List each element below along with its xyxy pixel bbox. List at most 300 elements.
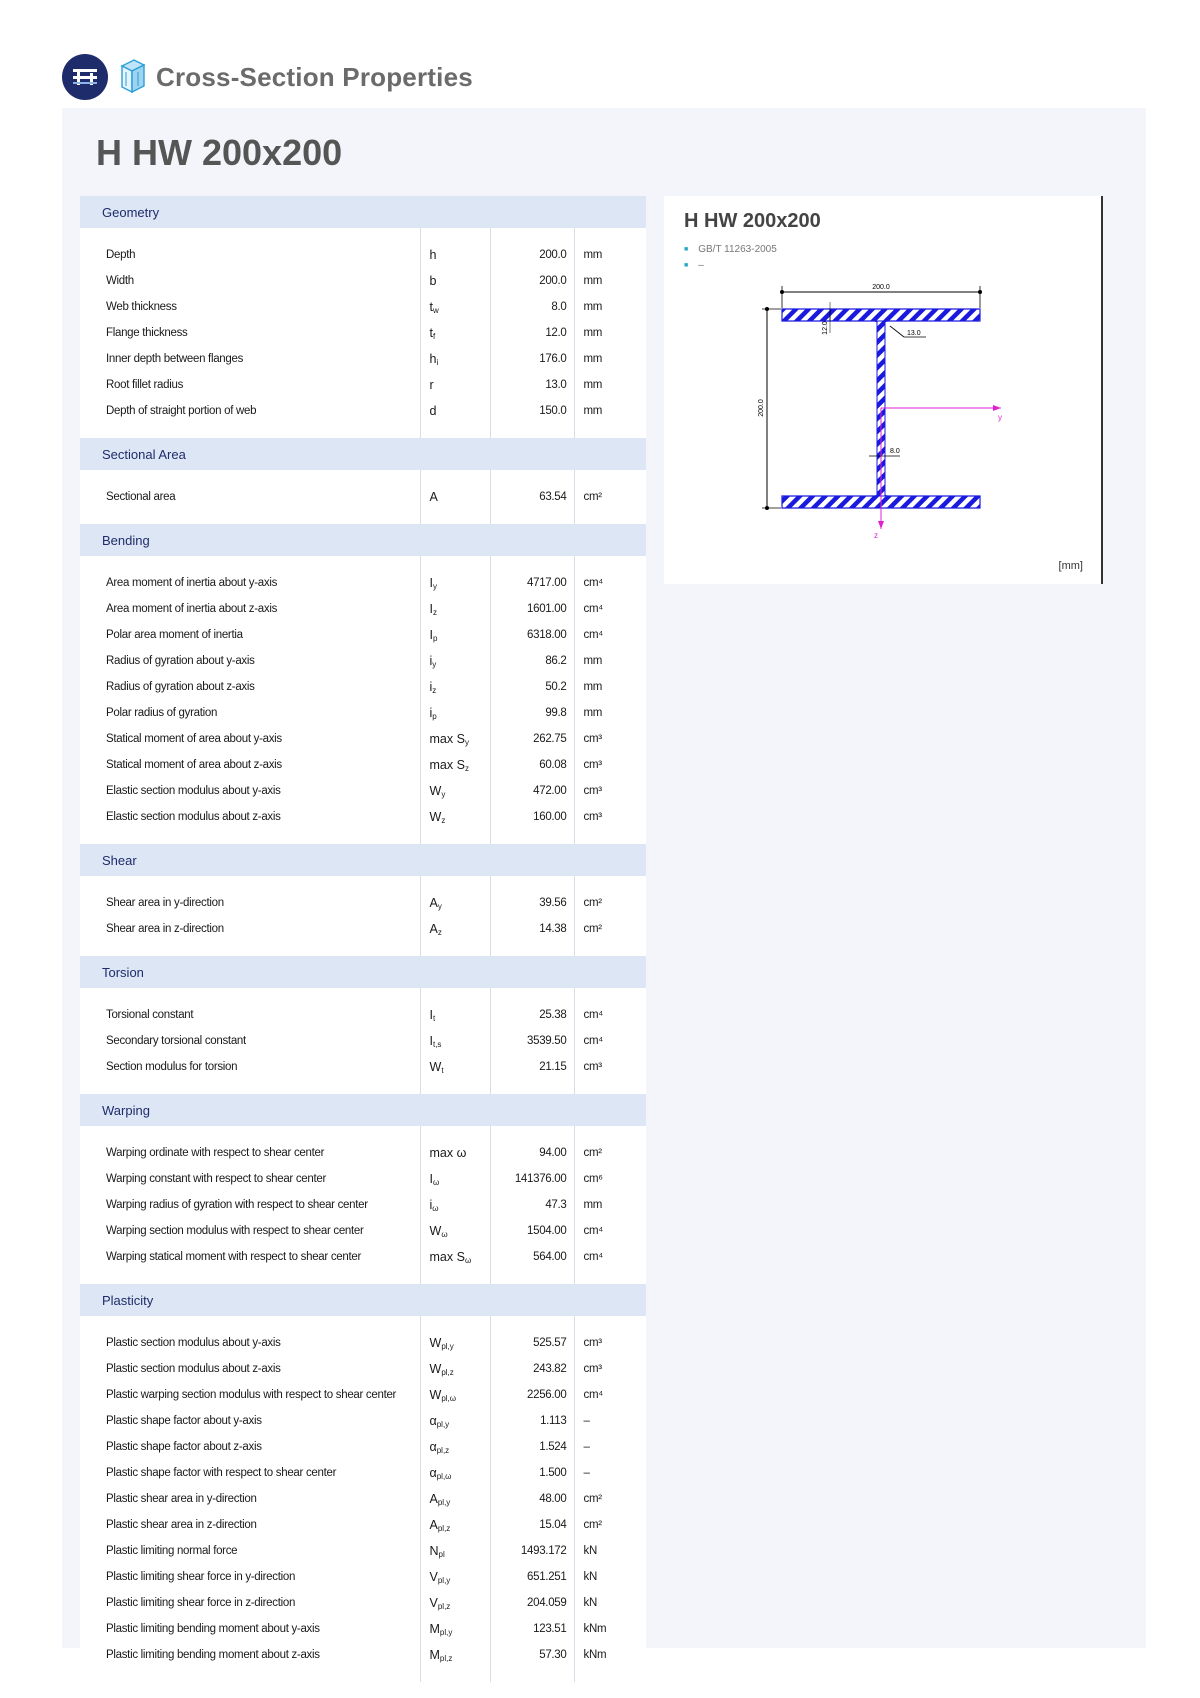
symbol-subscript: pl,y — [437, 1497, 451, 1507]
property-unit: cm⁴ — [574, 596, 646, 622]
property-description: Plastic limiting shear force in y-direction — [106, 1571, 296, 1583]
table-row — [80, 346, 646, 372]
section-title: H HW 200x200 — [96, 132, 343, 173]
y-axis-label: y — [998, 413, 1002, 422]
symbol-subscript: z — [432, 607, 437, 617]
table-row — [80, 1590, 646, 1616]
app-title: Cross-Section Properties — [156, 61, 473, 92]
property-description: Web thickness — [106, 301, 177, 313]
symbol-main: α — [429, 1439, 437, 1454]
symbol-main: max S — [429, 1249, 465, 1264]
property-symbol — [420, 372, 490, 398]
symbol-main: I — [429, 627, 433, 642]
property-description: Radius of gyration about z-axis — [106, 681, 255, 693]
property-description: Plastic limiting bending moment about z-axis — [106, 1649, 320, 1661]
property-symbol — [420, 700, 490, 726]
property-value: 50.2 — [490, 674, 574, 700]
group-header — [80, 1094, 646, 1126]
property-description: Warping section modulus with respect to shear center — [106, 1225, 364, 1237]
property-unit: – — [574, 1460, 646, 1486]
property-unit: cm⁴ — [574, 1002, 646, 1028]
symbol-subscript: pl,ω — [436, 1471, 452, 1481]
property-description: Plastic shear area in z-direction — [106, 1519, 257, 1531]
symbol-subscript: y — [432, 581, 437, 591]
property-symbol — [420, 916, 490, 942]
property-unit: cm⁴ — [574, 1028, 646, 1054]
table-row — [80, 1408, 646, 1434]
properties-table — [80, 196, 646, 1682]
table-row — [80, 1512, 646, 1538]
property-value: 2256.00 — [490, 1382, 574, 1408]
property-unit: cm² — [574, 916, 646, 942]
property-description: Flange thickness — [106, 327, 188, 339]
property-symbol — [420, 1408, 490, 1434]
property-unit: – — [574, 1408, 646, 1434]
symbol-subscript: ω — [464, 1255, 472, 1265]
property-description: Radius of gyration about y-axis — [106, 655, 255, 667]
property-description: Warping ordinate with respect to shear center — [106, 1147, 325, 1159]
symbol-subscript: z — [464, 763, 469, 773]
symbol-subscript: y — [441, 789, 446, 799]
property-value: 200.0 — [490, 242, 574, 268]
symbol-subscript: pl,z — [441, 1367, 454, 1377]
property-value: 243.82 — [490, 1356, 574, 1382]
symbol-main: A — [429, 1517, 438, 1532]
symbol-main: V — [429, 1569, 438, 1584]
group-header — [80, 438, 646, 470]
table-row — [80, 242, 646, 268]
table-row — [80, 622, 646, 648]
symbol-main: α — [429, 1465, 437, 1480]
property-value: 63.54 — [490, 484, 574, 510]
property-unit: kN — [574, 1538, 646, 1564]
property-unit: cm² — [574, 890, 646, 916]
property-unit: cm⁶ — [574, 1166, 646, 1192]
table-row — [80, 1486, 646, 1512]
symbol-subscript: pl,z — [437, 1601, 451, 1611]
group-header — [80, 196, 646, 228]
property-value: 14.38 — [490, 916, 574, 942]
property-value: 13.0 — [490, 372, 574, 398]
property-symbol — [420, 1192, 490, 1218]
property-description: Shear area in z-direction — [106, 923, 224, 935]
symbol-subscript: pl,y — [437, 1575, 451, 1585]
property-symbol — [420, 648, 490, 674]
property-unit: kN — [574, 1564, 646, 1590]
property-unit: cm⁴ — [574, 1218, 646, 1244]
symbol-subscript: t — [441, 1065, 444, 1075]
table-row — [80, 596, 646, 622]
property-value: 21.15 — [490, 1054, 574, 1080]
property-description: Plastic limiting normal force — [106, 1545, 238, 1557]
property-description: Plastic limiting shear force in z-direction — [106, 1597, 296, 1609]
property-description: Root fillet radius — [106, 379, 184, 391]
property-symbol — [420, 1330, 490, 1356]
symbol-main: N — [429, 1543, 439, 1558]
property-symbol — [420, 1166, 490, 1192]
table-row — [80, 268, 646, 294]
property-description: Plastic section modulus about y-axis — [106, 1337, 281, 1349]
property-description: Plastic shape factor about z-axis — [106, 1441, 262, 1453]
symbol-subscript: pl,ω — [441, 1393, 457, 1403]
property-value: 262.75 — [490, 726, 574, 752]
group-header — [80, 844, 646, 876]
symbol-main: I — [429, 1171, 433, 1186]
property-value: 1.524 — [490, 1434, 574, 1460]
symbol-subscript: f — [432, 331, 436, 341]
property-symbol — [420, 1564, 490, 1590]
content-panel — [62, 108, 1146, 1663]
symbol-main: A — [429, 1491, 438, 1506]
table-row — [80, 1356, 646, 1382]
property-symbol — [420, 804, 490, 830]
property-description: Shear area in y-direction — [106, 897, 224, 909]
table-row — [80, 1166, 646, 1192]
property-symbol — [420, 596, 490, 622]
property-value: 1.500 — [490, 1460, 574, 1486]
property-symbol — [420, 570, 490, 596]
table-row — [80, 484, 646, 510]
symbol-subscript: pl,z — [439, 1653, 453, 1663]
property-description: Polar radius of gyration — [106, 707, 218, 719]
symbol-main: M — [429, 1647, 440, 1662]
symbol-subscript: pl — [438, 1549, 445, 1559]
symbol-subscript: y — [464, 737, 469, 747]
symbol-subscript: t — [432, 1013, 436, 1023]
property-value: 12.0 — [490, 320, 574, 346]
property-value: 160.00 — [490, 804, 574, 830]
symbol-main: I — [429, 601, 433, 616]
symbol-subscript: ω — [432, 1203, 439, 1213]
property-symbol — [420, 1140, 490, 1166]
property-symbol — [420, 1616, 490, 1642]
property-symbol — [420, 1382, 490, 1408]
property-symbol — [420, 1538, 490, 1564]
symbol-main: i — [429, 1197, 433, 1212]
property-unit: cm⁴ — [574, 1382, 646, 1408]
table-row — [80, 804, 646, 830]
property-symbol — [420, 778, 490, 804]
property-symbol — [420, 1590, 490, 1616]
property-value: 57.30 — [490, 1642, 574, 1668]
property-unit: kNm — [574, 1642, 646, 1668]
group-title: Torsion — [80, 956, 646, 988]
property-unit: cm³ — [574, 752, 646, 778]
group-title: Plasticity — [80, 1284, 646, 1316]
property-description: Polar area moment of inertia — [106, 629, 243, 641]
table-row — [80, 1616, 646, 1642]
property-symbol — [420, 1642, 490, 1668]
property-description: Plastic warping section modulus with respect to shear center — [106, 1389, 397, 1401]
property-symbol — [420, 242, 490, 268]
table-row — [80, 398, 646, 424]
symbol-subscript: z — [441, 815, 446, 825]
property-value: 525.57 — [490, 1330, 574, 1356]
property-unit: cm³ — [574, 804, 646, 830]
property-unit: mm — [574, 372, 646, 398]
property-unit: mm — [574, 346, 646, 372]
property-value: 25.38 — [490, 1002, 574, 1028]
property-description: Sectional area — [106, 491, 176, 503]
table-row — [80, 1564, 646, 1590]
dim-width-label: 200.0 — [872, 284, 890, 291]
property-value: 48.00 — [490, 1486, 574, 1512]
group-title: Geometry — [80, 196, 646, 228]
property-description: Secondary torsional constant — [106, 1035, 246, 1047]
property-value: 123.51 — [490, 1616, 574, 1642]
property-unit: cm² — [574, 484, 646, 510]
table-row — [80, 726, 646, 752]
property-unit: cm³ — [574, 1054, 646, 1080]
table-row — [80, 570, 646, 596]
property-value: 60.08 — [490, 752, 574, 778]
table-row — [80, 1218, 646, 1244]
symbol-main: I — [429, 575, 433, 590]
property-unit: cm⁴ — [574, 622, 646, 648]
property-description: Plastic shape factor with respect to shear center — [106, 1467, 337, 1479]
property-unit: cm³ — [574, 726, 646, 752]
property-symbol — [420, 1460, 490, 1486]
group-title: Shear — [80, 844, 646, 876]
property-value: 99.8 — [490, 700, 574, 726]
property-description: Width — [106, 275, 134, 287]
table-row — [80, 648, 646, 674]
symbol-subscript: pl,y — [439, 1627, 453, 1637]
table-row — [80, 778, 646, 804]
property-symbol — [420, 1028, 490, 1054]
property-unit: cm² — [574, 1486, 646, 1512]
property-unit: kN — [574, 1590, 646, 1616]
table-row — [80, 1538, 646, 1564]
symbol-main: W — [429, 1361, 442, 1376]
logo-icon — [71, 65, 99, 89]
property-symbol — [420, 484, 490, 510]
table-row — [80, 372, 646, 398]
symbol-main: i — [429, 653, 433, 668]
property-symbol — [420, 1512, 490, 1538]
property-symbol — [420, 1434, 490, 1460]
symbol-subscript: y — [432, 659, 437, 669]
header — [62, 52, 473, 102]
property-description: Area moment of inertia about y-axis — [106, 577, 278, 589]
group-header — [80, 1284, 646, 1316]
property-description: Torsional constant — [106, 1009, 194, 1021]
dim-radius-label: 13.0 — [907, 330, 921, 337]
symbol-main: I — [429, 1033, 433, 1048]
symbol-main: W — [429, 1335, 442, 1350]
symbol-main: M — [429, 1621, 440, 1636]
property-value: 3539.50 — [490, 1028, 574, 1054]
symbol-subscript: t,s — [432, 1039, 442, 1049]
symbol-main: t — [429, 325, 433, 340]
cube-icon — [118, 58, 148, 96]
property-symbol — [420, 320, 490, 346]
bullet-dash: ■ – — [684, 258, 777, 274]
properties-table-container — [80, 196, 646, 1682]
section-drawing-card — [664, 196, 1103, 584]
symbol-main: r — [429, 378, 434, 392]
table-row — [80, 1434, 646, 1460]
property-unit: mm — [574, 242, 646, 268]
property-symbol — [420, 1054, 490, 1080]
table-row — [80, 890, 646, 916]
property-unit: mm — [574, 700, 646, 726]
property-value: 176.0 — [490, 346, 574, 372]
symbol-main: i — [429, 705, 433, 720]
property-unit: – — [574, 1434, 646, 1460]
property-unit: cm² — [574, 1512, 646, 1538]
group-header — [80, 524, 646, 556]
property-symbol — [420, 398, 490, 424]
property-value: 1504.00 — [490, 1218, 574, 1244]
symbol-subscript: pl,z — [436, 1445, 450, 1455]
property-value: 564.00 — [490, 1244, 574, 1270]
property-value: 1601.00 — [490, 596, 574, 622]
table-row — [80, 1382, 646, 1408]
symbol-main: max S — [429, 757, 465, 772]
table-row — [80, 294, 646, 320]
property-value: 204.059 — [490, 1590, 574, 1616]
symbol-main: max S — [429, 731, 465, 746]
property-unit: mm — [574, 398, 646, 424]
symbol-main: W — [429, 1223, 442, 1238]
symbol-subscript: w — [432, 305, 439, 315]
property-description: Plastic limiting bending moment about y-axis — [106, 1623, 320, 1635]
property-description: Elastic section modulus about z-axis — [106, 811, 281, 823]
property-unit: mm — [574, 1192, 646, 1218]
table-row — [80, 1244, 646, 1270]
property-value: 150.0 — [490, 398, 574, 424]
property-value: 8.0 — [490, 294, 574, 320]
property-value: 1493.172 — [490, 1538, 574, 1564]
symbol-subscript: pl,y — [441, 1341, 454, 1351]
app-logo — [62, 54, 108, 100]
property-symbol — [420, 346, 490, 372]
symbol-main: h — [429, 351, 437, 366]
property-description: Statical moment of area about z-axis — [106, 759, 282, 771]
property-value: 1.113 — [490, 1408, 574, 1434]
property-value: 472.00 — [490, 778, 574, 804]
symbol-subscript: pl,z — [437, 1523, 451, 1533]
property-value: 651.251 — [490, 1564, 574, 1590]
property-description: Inner depth between flanges — [106, 353, 244, 365]
property-unit: mm — [574, 294, 646, 320]
property-value: 94.00 — [490, 1140, 574, 1166]
property-description: Elastic section modulus about y-axis — [106, 785, 281, 797]
property-symbol — [420, 890, 490, 916]
property-unit: mm — [574, 268, 646, 294]
property-unit: mm — [574, 320, 646, 346]
group-title: Sectional Area — [80, 438, 646, 470]
table-row — [80, 916, 646, 942]
symbol-subscript: p — [432, 711, 437, 721]
drawing-title: H HW 200x200 — [684, 210, 821, 232]
table-row — [80, 1330, 646, 1356]
symbol-main: V — [429, 1595, 438, 1610]
symbol-main: d — [429, 404, 437, 418]
property-value: 86.2 — [490, 648, 574, 674]
property-value: 4717.00 — [490, 570, 574, 596]
symbol-main: I — [429, 1007, 433, 1022]
property-symbol — [420, 268, 490, 294]
property-description: Warping radius of gyration with respect to shear center — [106, 1199, 368, 1211]
bullet-standard: ■ GB/T 11263-2005 — [684, 242, 777, 258]
property-symbol — [420, 1486, 490, 1512]
symbol-subscript: i — [436, 357, 439, 367]
property-description: Plastic shear area in y-direction — [106, 1493, 257, 1505]
property-value: 15.04 — [490, 1512, 574, 1538]
symbol-subscript: ω — [441, 1229, 448, 1239]
table-row — [80, 1054, 646, 1080]
table-row — [80, 1002, 646, 1028]
symbol-main: max ω — [429, 1146, 467, 1160]
property-symbol — [420, 752, 490, 778]
table-row — [80, 1140, 646, 1166]
symbol-subscript: ω — [432, 1177, 440, 1187]
property-symbol — [420, 294, 490, 320]
group-title: Warping — [80, 1094, 646, 1126]
z-axis-label: z — [874, 531, 878, 540]
property-symbol — [420, 1002, 490, 1028]
property-description: Area moment of inertia about z-axis — [106, 603, 278, 615]
property-symbol — [420, 1356, 490, 1382]
property-unit: cm³ — [574, 778, 646, 804]
symbol-main: i — [429, 679, 433, 694]
unit-label: [mm] — [1058, 560, 1083, 572]
symbol-subscript: pl,y — [436, 1419, 450, 1429]
dim-flange-label: 12.0 — [822, 321, 829, 335]
property-unit: mm — [574, 648, 646, 674]
symbol-main: A — [429, 490, 438, 504]
property-description: Warping statical moment with respect to shear center — [106, 1251, 361, 1263]
symbol-subscript: y — [437, 901, 442, 911]
symbol-main: t — [429, 299, 433, 314]
table-row — [80, 1642, 646, 1668]
property-unit: kNm — [574, 1616, 646, 1642]
property-symbol — [420, 622, 490, 648]
property-symbol — [420, 726, 490, 752]
property-unit: cm² — [574, 1140, 646, 1166]
property-description: Statical moment of area about y-axis — [106, 733, 282, 745]
table-row — [80, 752, 646, 778]
dim-web-label: 8.0 — [890, 448, 900, 455]
table-row — [80, 1028, 646, 1054]
symbol-main: W — [429, 783, 442, 798]
symbol-main: h — [429, 248, 437, 262]
property-value: 39.56 — [490, 890, 574, 916]
property-unit: cm⁴ — [574, 1244, 646, 1270]
table-row — [80, 1192, 646, 1218]
property-description: Section modulus for torsion — [106, 1061, 238, 1073]
property-value: 141376.00 — [490, 1166, 574, 1192]
cross-section-drawing — [664, 196, 1101, 584]
symbol-main: A — [429, 921, 438, 936]
property-unit: cm⁴ — [574, 570, 646, 596]
table-row — [80, 1460, 646, 1486]
symbol-main: W — [429, 1059, 442, 1074]
property-description: Warping constant with respect to shear center — [106, 1173, 327, 1185]
property-description: Depth of straight portion of web — [106, 405, 257, 417]
property-symbol — [420, 1218, 490, 1244]
group-header — [80, 956, 646, 988]
property-description: Depth — [106, 249, 136, 261]
symbol-main: W — [429, 1387, 442, 1402]
dim-height-label: 200.0 — [758, 399, 765, 417]
symbol-main: b — [429, 274, 437, 288]
property-symbol — [420, 674, 490, 700]
property-value: 200.0 — [490, 268, 574, 294]
symbol-subscript: p — [432, 633, 438, 643]
